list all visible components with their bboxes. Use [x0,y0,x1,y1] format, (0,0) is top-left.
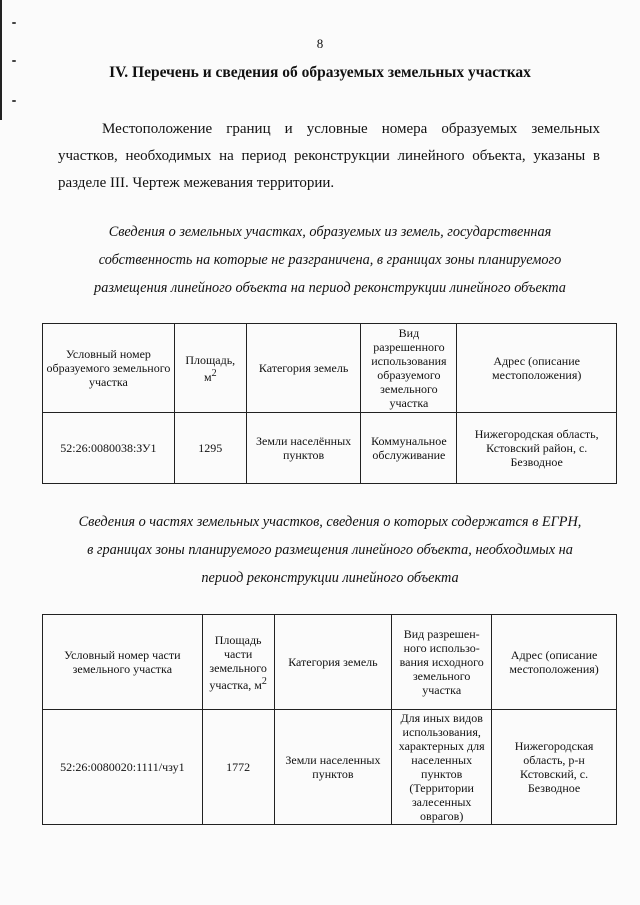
page-number: 8 [316,36,324,51]
column-header: Адрес (описание местоположения) [457,324,617,413]
column-header: Вид разрешен-ного использо-вания исходного земельного участка [392,615,492,710]
heading-line: в границах зоны планируемого размещения линейного объекта, необходимых на [87,542,573,558]
intro-paragraph [58,116,600,197]
punch-mark [12,22,16,24]
column-header: Условный номер образуемого земельного участка [43,324,175,413]
intro-line: участков, необходимых на период реконструкции линейного объекта, указаны в [58,148,600,164]
heading-line: собственность на которые не разграничена, в границах зоны планируемого [98,252,562,268]
formed-plots-table [42,323,617,484]
column-header: Площадь части земельного участка, $м^2$ [202,615,274,710]
table-cell: Нижегородская область, Кстовский район, с. Безводное [457,413,617,484]
table-cell: Нижегородская область, р-н Кстовский, с. Безводное [492,710,617,825]
table-cell: Для иных видов использования, характерных для населенных пунктов (Территории залесенных оврагов) [392,710,492,825]
column-header: Площадь, $м^2$ [174,324,246,413]
punch-mark [12,100,16,102]
heading-line: Сведения о земельных участках, образуемых из земель, государственная [108,224,552,240]
table-cell: 52:26:0080038:ЗУ1 [43,413,175,484]
heading-line: размещения линейного объекта на период реконструкции линейного объекта [94,280,566,296]
column-header: Адрес (описание местоположения) [492,615,617,710]
heading-line: Сведения о частях земельных участков, сведения о которых содержатся в ЕГРН, [78,514,582,530]
table-cell: 52:26:0080020:1111/чзу1 [43,710,203,825]
table-cell: Земли населенных пунктов [274,710,392,825]
table1-heading [44,218,616,302]
column-header: Категория земель [274,615,392,710]
table-cell: 1295 [174,413,246,484]
table-row [43,413,617,484]
plot-parts-table [42,614,617,825]
table-header-row [43,324,617,413]
table2-heading [44,508,616,592]
column-header: Условный номер части земельного участка [43,615,203,710]
table-row [43,710,617,825]
column-header: Вид разрешенного использования образуемого земельного участка [361,324,457,413]
table-header-row [43,615,617,710]
table-cell: Коммунальное обслуживание [361,413,457,484]
section-title: IV. Перечень и сведения об образуемых земельных участках [109,64,531,81]
binder-line [0,0,2,120]
column-header: Категория земель [246,324,361,413]
table-cell: Земли населённых пунктов [246,413,361,484]
heading-line: период реконструкции линейного объекта [201,570,459,586]
punch-mark [12,60,16,62]
intro-line: разделе III. Чертеж межевания территории. [58,175,335,191]
table-cell: 1772 [202,710,274,825]
intro-line: Местоположение границ и условные номера образуемых земельных [102,121,600,137]
